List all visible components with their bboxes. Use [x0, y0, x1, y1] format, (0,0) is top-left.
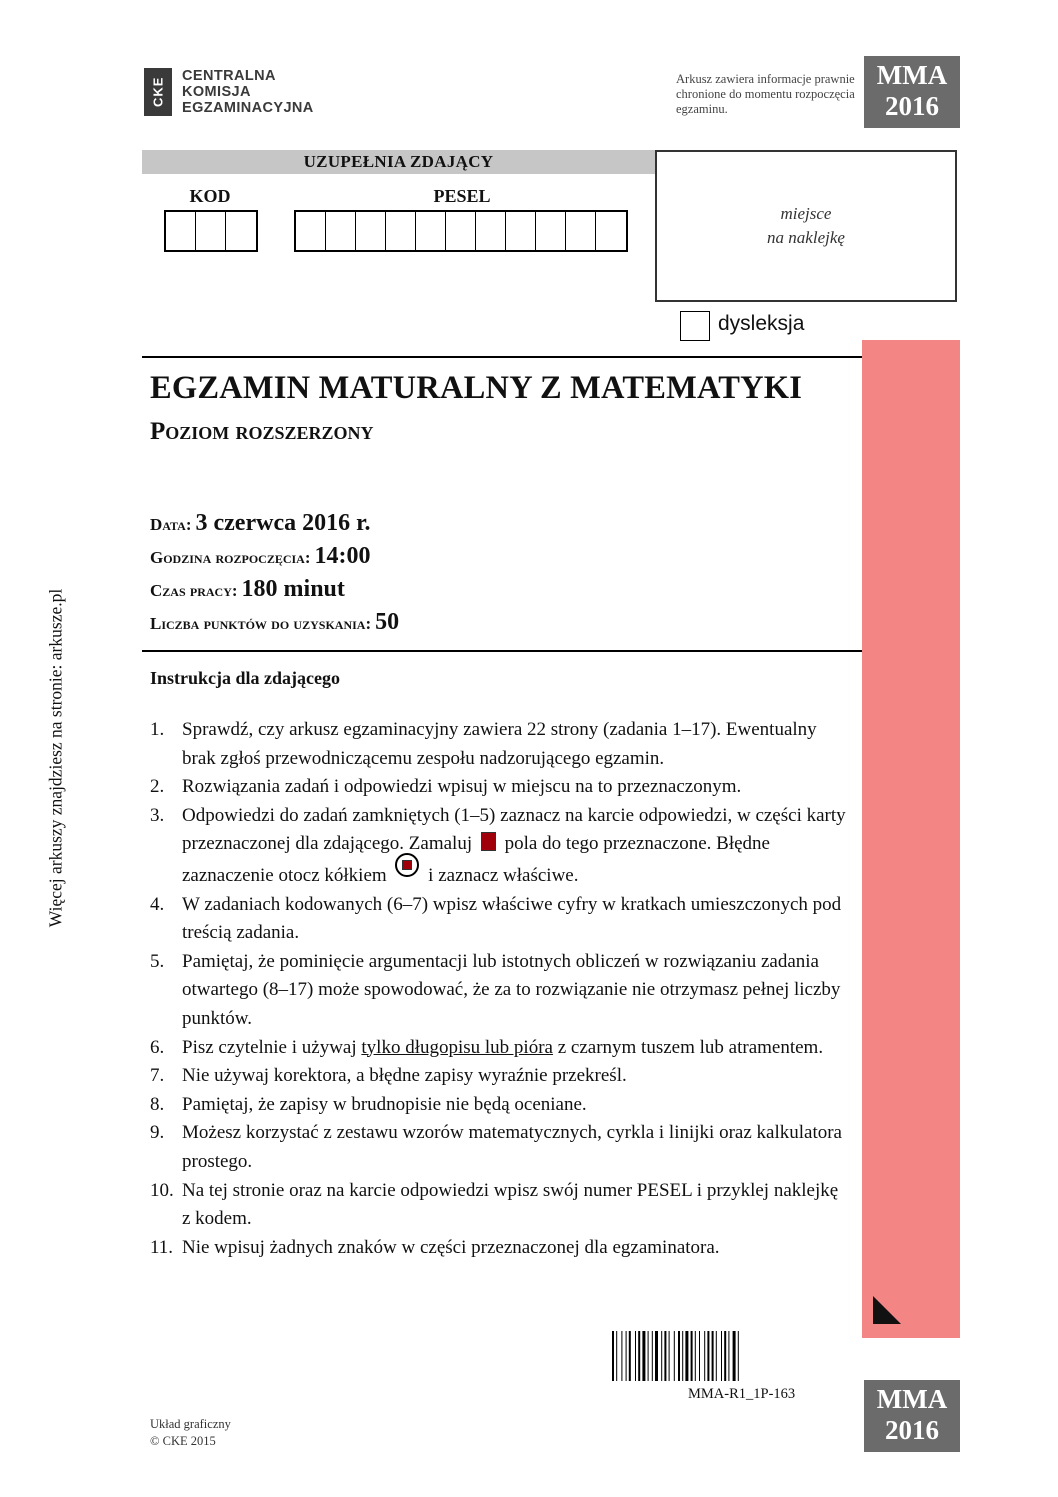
credit-line: © CKE 2015	[150, 1434, 216, 1448]
instruction-text-part: Odpowiedzi do zadań zamkniętych (1–5) zaznacz na karcie odpowiedzi, w części karty przeznaczonej dla zdającego. Zamaluj	[182, 804, 846, 855]
exam-duration-row	[150, 576, 345, 603]
instruction-number: 9.	[150, 1122, 165, 1144]
circled-square-icon	[395, 853, 419, 877]
pesel-label: PESEL	[433, 186, 491, 206]
instruction-number: 2.	[150, 776, 165, 798]
exam-year-line: 2016	[885, 91, 939, 121]
instruction-text: Pamiętaj, że zapisy w brudnopisie nie będą oceniane.	[182, 1093, 587, 1115]
sticker-label-line: na naklejkę	[767, 228, 845, 247]
instruction-number: 8.	[150, 1093, 165, 1115]
pesel-digit-box[interactable]	[536, 212, 566, 250]
kod-digit-box[interactable]	[166, 212, 196, 250]
pesel-digit-box[interactable]	[326, 212, 356, 250]
pesel-digit-box[interactable]	[356, 212, 386, 250]
instruction-item	[150, 1177, 850, 1234]
sticker-area[interactable]	[655, 150, 957, 302]
exam-date-key: Data:	[150, 515, 192, 534]
dyslexia-label: dysleksja	[718, 312, 805, 335]
logo-line: CENTRALNA	[182, 68, 276, 84]
exam-code-line: MMA	[876, 1384, 948, 1414]
instruction-item	[150, 773, 850, 802]
pesel-digit-box[interactable]	[566, 212, 596, 250]
kod-label: KOD	[189, 186, 231, 206]
pesel-digit-box[interactable]	[416, 212, 446, 250]
instruction-text: Nie wpisuj żadnych znaków w części przeznaczonej dla egzaminatora.	[182, 1236, 720, 1258]
logo-text	[182, 68, 314, 116]
instruction-item	[150, 802, 850, 891]
pesel-digit-box[interactable]	[446, 212, 476, 250]
logo-mark: CKE	[144, 68, 172, 116]
instruction-underlined-text: tylko długopisu lub pióra	[361, 1036, 553, 1058]
instruction-text: Sprawdź, czy arkusz egzaminacyjny zawiera 22 strony (zadania 1–17). Ewentualny brak zgłoś przewodniczącemu zespołu nadzorującego egzamin.	[182, 719, 817, 769]
candidate-section-label: UZUPEŁNIA ZDAJĄCY	[303, 152, 494, 171]
instruction-item	[150, 1062, 850, 1091]
exam-points-value: 50	[375, 609, 400, 635]
instruction-item	[150, 1091, 850, 1120]
document-code: MMA-R1_1P-163	[688, 1386, 796, 1402]
credit-line: Układ graficzny	[150, 1417, 231, 1431]
instruction-text-part: Pisz czytelnie i używaj	[182, 1036, 357, 1058]
logo-line: KOMISJA	[182, 84, 251, 100]
instruction-text	[182, 802, 850, 891]
kod-input-boxes[interactable]	[164, 210, 258, 252]
instruction-number: 11.	[150, 1236, 174, 1258]
instruction-item	[150, 1234, 850, 1263]
exam-level: Poziom rozszerzony	[150, 418, 374, 445]
exam-code-badge-bottom	[864, 1380, 960, 1452]
exam-duration-key: Czas pracy:	[150, 581, 238, 600]
cke-logo	[144, 68, 314, 116]
exam-year-line: 2016	[885, 1415, 939, 1445]
instruction-item	[150, 948, 850, 1034]
instruction-item	[150, 716, 850, 773]
instruction-number: 10.	[150, 1179, 174, 1201]
pesel-digit-box[interactable]	[386, 212, 416, 250]
filled-square-icon	[481, 832, 496, 851]
instruction-item	[150, 1119, 850, 1176]
exam-time-row	[150, 543, 370, 570]
instructions-heading: Instrukcja dla zdającego	[150, 668, 340, 688]
instruction-text: Pamiętaj, że pominięcie argumentacji lub istotnych obliczeń w rozwiązaniu zadania otwartego (8–17) może spowodować, że za to rozwiązanie nie otrzymasz pełnej liczby punktów.	[182, 950, 841, 1029]
exam-duration-value: 180 minut	[241, 576, 345, 602]
pesel-digit-box[interactable]	[476, 212, 506, 250]
instruction-number: 3.	[150, 804, 165, 826]
examiner-strip	[862, 340, 960, 1338]
instruction-text: Możesz korzystać z zestawu wzorów matematycznych, cyrkla i linijki oraz kalkulatora prostego.	[182, 1122, 842, 1172]
divider	[142, 650, 862, 652]
instruction-text-part: pola do tego przeznaczone. Błędne zaznaczenie otocz kółkiem	[182, 833, 770, 886]
instruction-number: 5.	[150, 950, 165, 972]
instruction-text-part: z czarnym tuszem lub atramentem.	[557, 1036, 824, 1058]
instruction-text: W zadaniach kodowanych (6–7) wpisz właściwe cyfry w kratkach umieszczonych pod treścią zadania.	[182, 893, 842, 944]
exam-title: EGZAMIN MATURALNY Z MATEMATYKI	[150, 370, 803, 406]
footer-credit	[150, 1416, 231, 1450]
side-watermark-note: Więcej arkuszy znajdziesz na stronie: arkusze.pl	[45, 588, 66, 928]
exam-code-line: MMA	[876, 60, 948, 90]
exam-date-value: 3 czerwca 2016 r.	[195, 510, 371, 536]
kod-digit-box[interactable]	[226, 212, 256, 250]
instruction-text-part: i zaznacz właściwe.	[428, 864, 579, 886]
confidentiality-notice: Arkusz zawiera informacje prawnie chronione do momentu rozpoczęcia egzaminu.	[676, 72, 855, 116]
instruction-number: 4.	[150, 893, 165, 915]
pesel-digit-box[interactable]	[296, 212, 326, 250]
instruction-number: 1.	[150, 719, 165, 740]
instruction-text: Rozwiązania zadań i odpowiedzi wpisuj w miejscu na to przeznaczonym.	[182, 776, 742, 798]
instruction-number: 6.	[150, 1036, 165, 1058]
instruction-text: Nie używaj korektora, a błędne zapisy wyraźnie przekreśl.	[182, 1065, 627, 1087]
pesel-digit-box[interactable]	[596, 212, 626, 250]
pesel-digit-box[interactable]	[506, 212, 536, 250]
pesel-input-boxes[interactable]	[294, 210, 628, 252]
kod-digit-box[interactable]	[196, 212, 226, 250]
sticker-label-line: miejsce	[780, 204, 832, 223]
exam-date-row	[150, 510, 371, 537]
exam-points-row	[150, 609, 399, 636]
exam-time-value: 14:00	[314, 543, 371, 569]
exam-code-badge-top	[864, 56, 960, 128]
instruction-text	[182, 1034, 850, 1063]
exam-points-key: Liczba punktów do uzyskania:	[150, 614, 372, 633]
barcode	[612, 1331, 838, 1381]
dyslexia-checkbox[interactable]	[680, 311, 710, 341]
logo-line: EGZAMINACYJNA	[182, 100, 314, 116]
instruction-number: 7.	[150, 1065, 165, 1087]
exam-time-key: Godzina rozpoczęcia:	[150, 548, 311, 567]
divider	[142, 356, 862, 358]
instruction-item	[150, 1034, 850, 1063]
instruction-item	[150, 891, 850, 948]
instruction-text: Na tej stronie oraz na karcie odpowiedzi wpisz swój numer PESEL i przyklej naklejkę z kodem.	[182, 1179, 839, 1230]
corner-triangle-mark	[873, 1296, 901, 1324]
instructions-list	[150, 716, 850, 1262]
